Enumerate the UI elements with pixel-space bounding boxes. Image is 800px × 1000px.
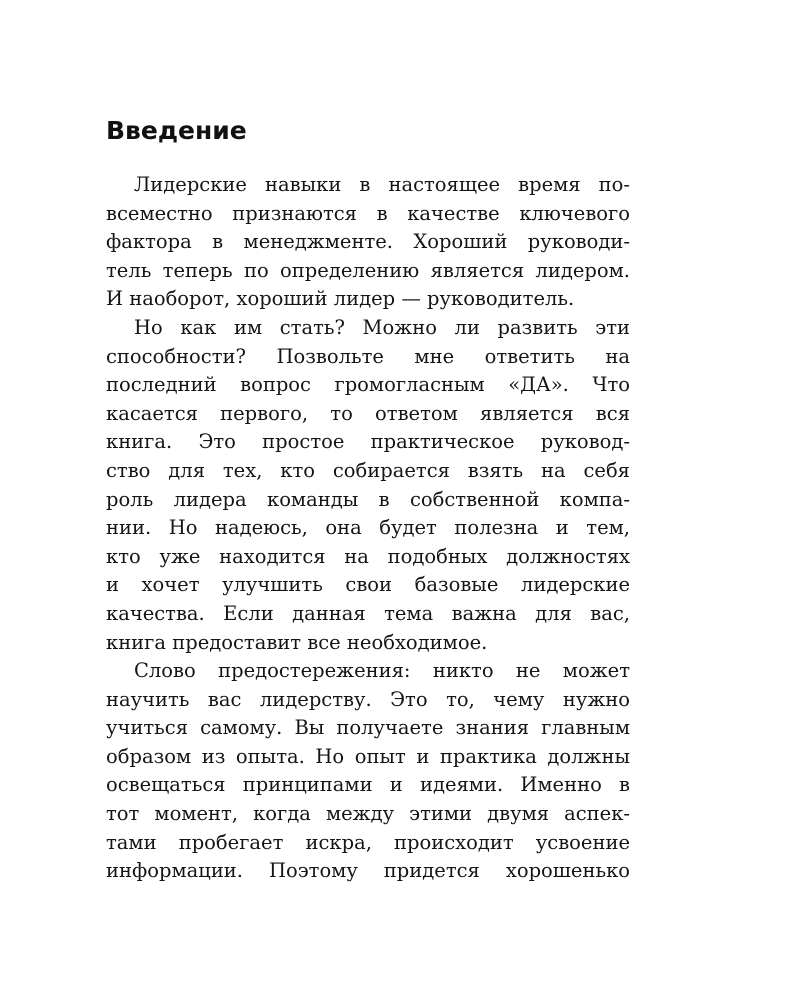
- text-line: кто уже находится на подобных должностях: [106, 544, 630, 568]
- text-line: способности? Позвольте мне ответить на: [106, 344, 630, 368]
- paragraph: [106, 171, 630, 314]
- text-line: Слово предостережения: никто не может: [134, 659, 630, 683]
- text-line: качества. Если данная тема важна для вас,: [106, 601, 630, 625]
- chapter-heading: Введение: [106, 116, 247, 145]
- text-line: фактора в менеджменте. Хороший руководи-: [106, 230, 630, 254]
- text-line: тель теперь по определению является лидером.: [106, 258, 630, 282]
- text-line: касается первого, то ответом является вся: [106, 401, 630, 425]
- text-line: всеместно признаются в качестве ключевого: [106, 201, 630, 225]
- text-line: последний вопрос громогласным «ДА». Что: [106, 373, 630, 397]
- text-line: образом из опыта. Но опыт и практика должны: [106, 744, 630, 768]
- text-line: учиться самому. Вы получаете знания главным: [106, 716, 630, 740]
- text-line: И наоборот, хороший лидер — руководитель.: [106, 287, 575, 311]
- text-line: информации. Поэтому придется хорошенько: [106, 859, 630, 883]
- text-line: тот момент, когда между этими двумя аспек-: [106, 802, 630, 826]
- text-line: роль лидера команды в собственной компа-: [106, 487, 630, 511]
- text-line: книга предоставит все необходимое.: [106, 630, 488, 654]
- paragraph: [106, 314, 630, 657]
- text-line: освещаться принципами и идеями. Именно в: [106, 773, 630, 797]
- paragraph: [106, 657, 630, 886]
- text-line: Но как им стать? Можно ли развить эти: [134, 315, 630, 339]
- text-line: нии. Но надеюсь, она будет полезна и тем,: [106, 516, 630, 540]
- text-line: и хочет улучшить свои базовые лидерские: [106, 573, 630, 597]
- text-line: научить вас лидерству. Это то, чему нужно: [106, 687, 630, 711]
- text-line: ство для тех, кто собирается взять на себя: [106, 458, 630, 482]
- text-line: Лидерские навыки в настоящее время по-: [134, 173, 630, 196]
- text-line: книга. Это простое практическое руковод-: [106, 430, 630, 454]
- text-line: тами пробегает искра, происходит усвоение: [106, 830, 630, 854]
- body-text: [106, 171, 630, 886]
